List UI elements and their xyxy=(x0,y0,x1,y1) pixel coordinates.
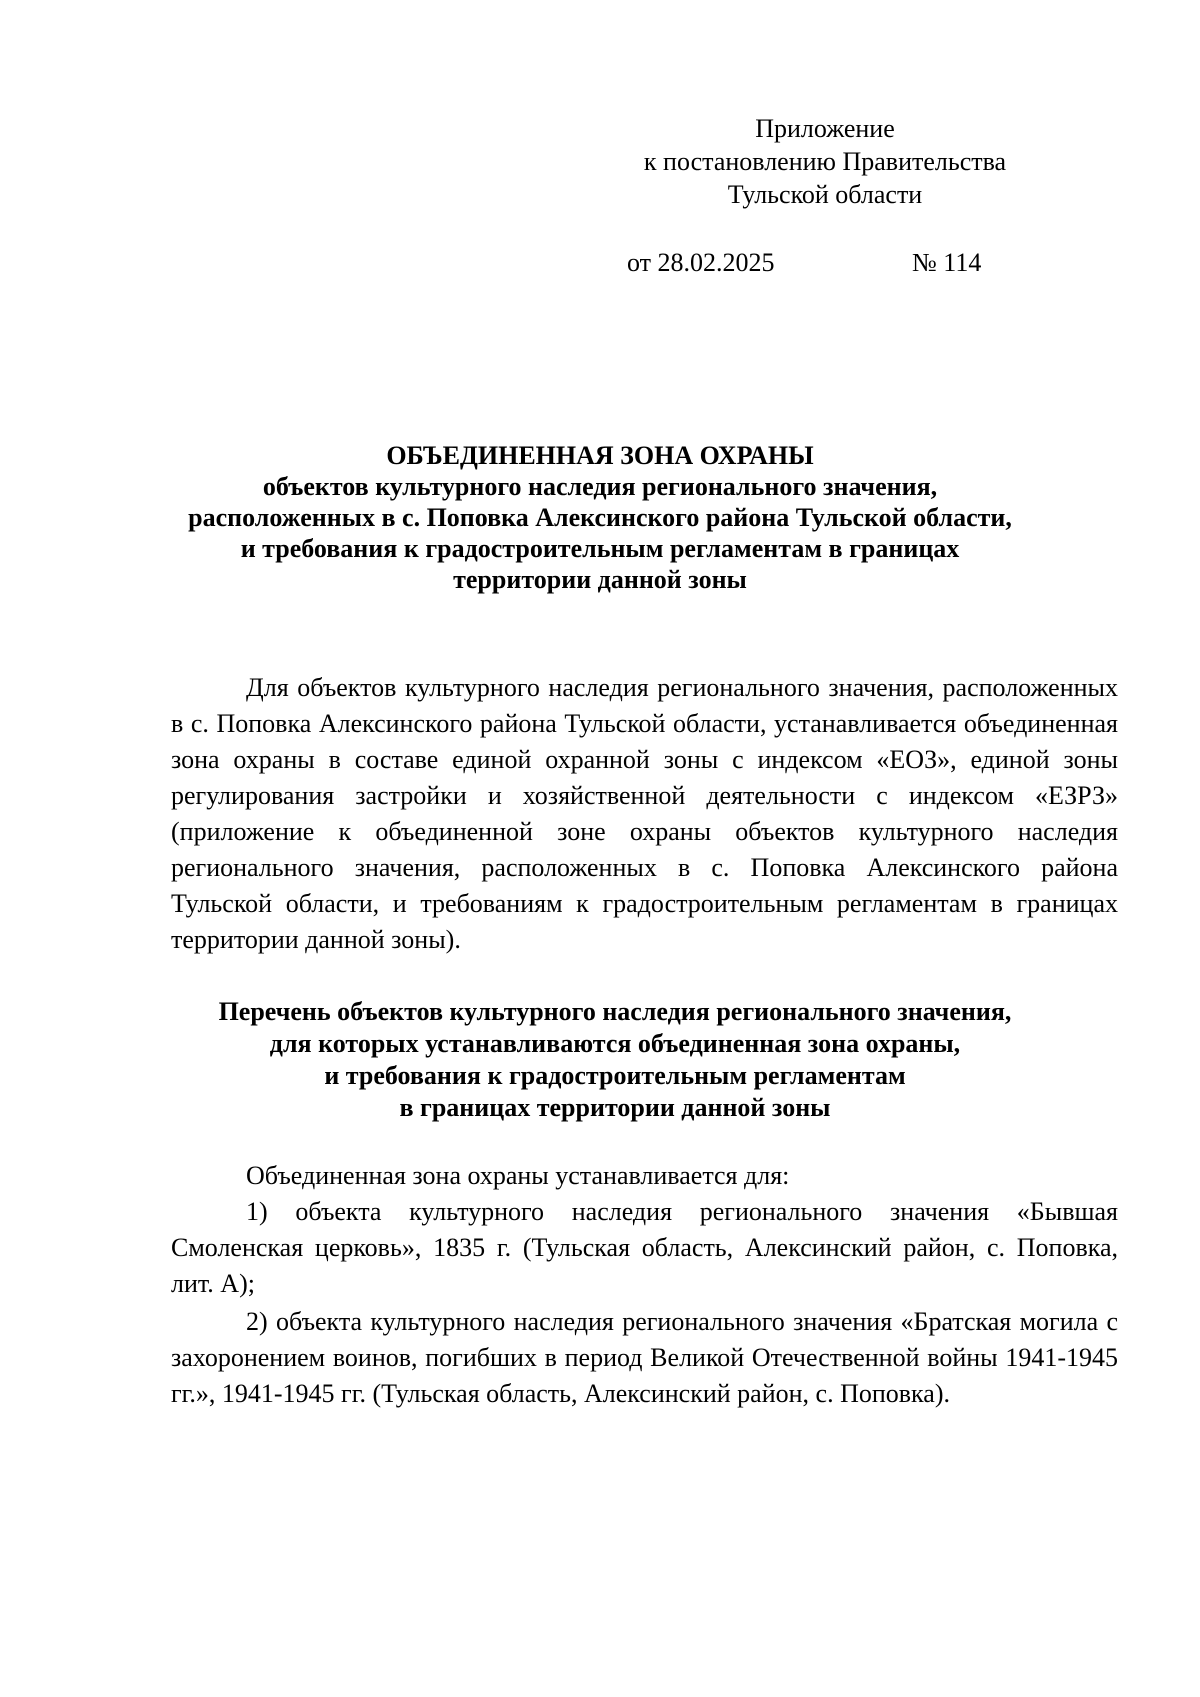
list-item-1: 1) объекта культурного наследия регионального значения «Бывшая Смоленская церковь», 1835 г. (Тульская область, Алексинский район, с. Поповка, лит. А); xyxy=(171,1197,1118,1298)
resolution-date: от 28.02.2025 xyxy=(627,248,775,277)
list-intro: Объединенная зона охраны устанавливается для: xyxy=(246,1161,790,1190)
title-line-3: расположенных в с. Поповка Алексинского района Тульской области, xyxy=(188,503,1012,532)
appendix-header xyxy=(610,112,1040,211)
title-line-2: объектов культурного наследия регионального значения, xyxy=(262,472,938,501)
appendix-line-3: Тульской области xyxy=(727,180,923,209)
list-title-line-3: и требования к градостроительным регламентам xyxy=(324,1061,906,1090)
list-title xyxy=(150,996,1080,1124)
title-line-4: и требования к градостроительным регламентам в границах xyxy=(240,534,960,563)
list-item-2: 2) объекта культурного наследия регионального значения «Братская могила с захоронением воинов, погибших в период Великой Отечественной войны 1941-1945 гг.», 1941-1945 гг. (Тульская область, Алексинский район, с. Поповка). xyxy=(171,1307,1118,1408)
list-title-line-4: в границах территории данной зоны xyxy=(399,1093,831,1122)
resolution-number: № 114 xyxy=(912,248,982,277)
title-line-1: ОБЪЕДИНЕННАЯ ЗОНА ОХРАНЫ xyxy=(386,441,814,470)
list-title-line-2: для которых устанавливаются объединенная зона охраны, xyxy=(269,1029,961,1058)
list-title-line-1: Перечень объектов культурного наследия регионального значения, xyxy=(218,997,1012,1026)
main-paragraph: Для объектов культурного наследия регионального значения, расположенных в с. Поповка Алексинского района Тульской области, устанавливается объединенная зона охраны в составе единой охранной зоны с индексом «ЕОЗ», единой зоны регулирования застройки и хозяйственной деятельности с индексом «ЕЗРЗ» (приложение к объединенной зоне охраны объектов культурного наследия регионального значения, расположенных в с. Поповка Алексинского района Тульской области, и требованиям к градостроительным регламентам в границах территории данной зоны). xyxy=(171,673,1118,954)
appendix-line-1: Приложение xyxy=(755,114,895,143)
appendix-line-2: к постановлению Правительства xyxy=(643,147,1007,176)
document-title xyxy=(150,440,1050,595)
title-line-5: территории данной зоны xyxy=(453,565,747,594)
